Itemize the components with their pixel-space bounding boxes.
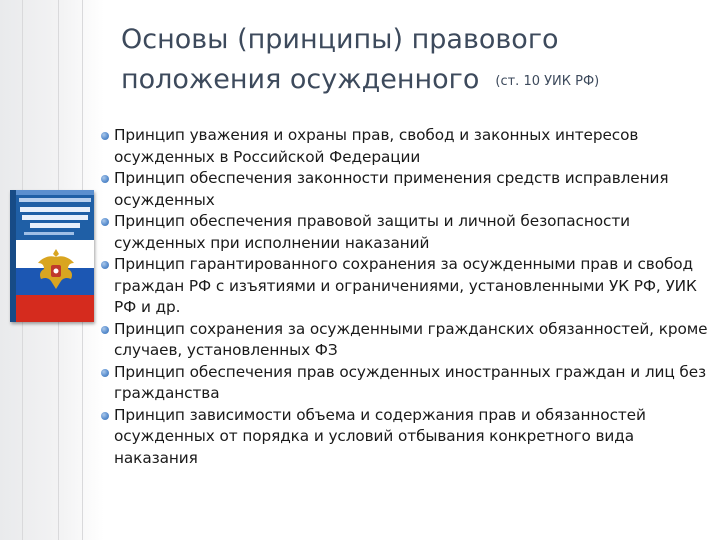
book-title-line	[30, 223, 80, 228]
list-item	[100, 254, 712, 319]
bullet-icon	[101, 326, 109, 334]
list-item	[100, 405, 712, 470]
page-title	[121, 20, 711, 102]
bullet-icon	[101, 175, 109, 183]
title-note: (ст. 10 УИК РФ)	[495, 74, 600, 89]
principle-text: Принцип обеспечения прав осужденных иностранных граждан и лиц без гражданства	[114, 362, 707, 402]
title-line-2: положения осужденного	[121, 64, 480, 95]
principle-text: Принцип сохранения за осужденными гражданских обязанностей, кроме случаев, установленных ФЗ	[114, 319, 708, 359]
bullet-icon	[101, 369, 109, 377]
list-item	[100, 362, 712, 405]
book-subtitle-line	[24, 232, 74, 235]
book-top-band	[16, 190, 94, 195]
book-series-line	[19, 198, 91, 202]
book-title-line	[20, 207, 90, 212]
coat-of-arms-icon	[35, 245, 77, 293]
bullet-icon	[101, 261, 109, 269]
book-title-line	[22, 215, 88, 220]
principle-text: Принцип обеспечения правовой защиты и личной безопасности сужденных при исполнении наказаний	[114, 212, 630, 252]
list-item	[100, 211, 712, 254]
bullet-icon	[101, 218, 109, 226]
code-book-image	[10, 190, 94, 322]
principle-text: Принцип уважения и охраны прав, свобод и законных интересов осужденных в Российской Федерации	[114, 126, 639, 166]
bullet-icon	[101, 132, 109, 140]
principle-text: Принцип обеспечения законности применения средств исправления осужденных	[114, 169, 669, 209]
principles-list	[100, 125, 712, 469]
list-item	[100, 168, 712, 211]
bullet-icon	[101, 412, 109, 420]
title-line-1: Основы (принципы) правового	[121, 24, 559, 55]
principle-text: Принцип зависимости объема и содержания прав и обязанностей осужденных от порядка и условий отбывания конкретного вида наказания	[114, 405, 646, 467]
list-item	[100, 125, 712, 168]
list-item	[100, 319, 712, 362]
principle-text: Принцип гарантированного сохранения за осужденными прав и свобод граждан РФ с изъятиями и ограничениями, установленными УК РФ, УИК РФ и др.	[114, 255, 697, 316]
